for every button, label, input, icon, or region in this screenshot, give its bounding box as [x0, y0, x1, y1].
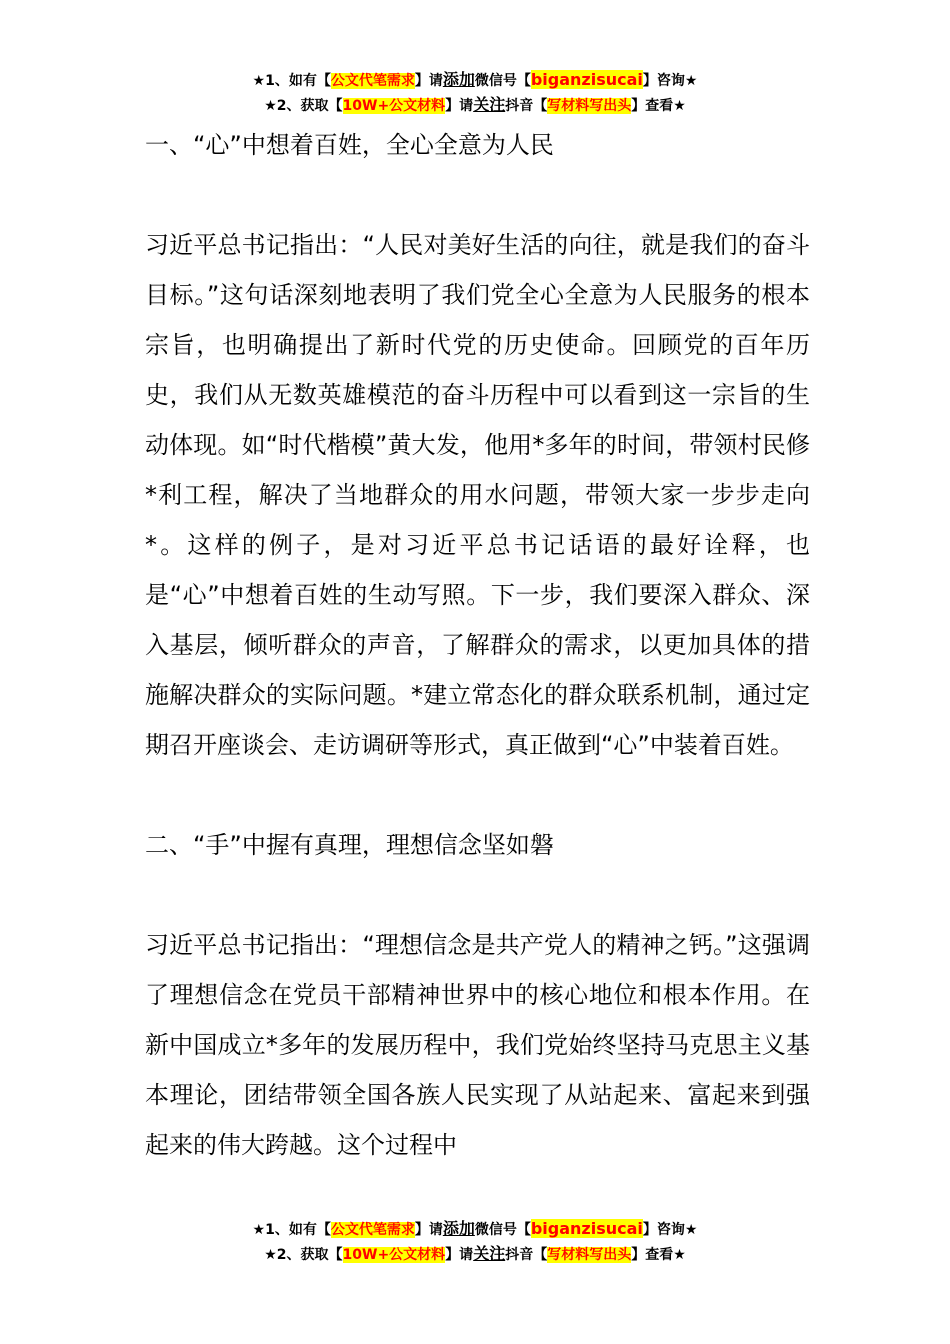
banner-line-1: [0, 68, 950, 93]
banner-text: 】查看★: [631, 98, 686, 114]
spacer: [145, 770, 810, 820]
banner-line-2: [0, 1242, 950, 1267]
banner-highlight: biganzisucai: [530, 70, 643, 89]
top-banner: [0, 68, 950, 118]
banner-highlight: 写材料写出头: [547, 1247, 632, 1263]
banner-text: 】咨询★: [642, 73, 698, 89]
banner-emphasis: 添加: [442, 70, 475, 89]
banner-text: 】请: [445, 98, 474, 114]
section-heading-2: 二、“手”中握有真理，理想信念坚如磐: [145, 831, 554, 859]
banner-highlight: biganzisucai: [530, 1219, 643, 1238]
spacer: [145, 870, 810, 920]
section-paragraph-1: 习近平总书记指出：“人民对美好生活的向往，就是我们的奋斗目标。”这句话深刻地表明了我们党全心全意为人民服务的根本宗旨，也明确提出了新时代党的历史使命。回顾党的百年历史，我们从无数英雄模范的奋斗历程中可以看到这一宗旨的生动体现。如“时代楷模”黄大发，他用*多年的时间，带领村民修*利工程，解决了当地群众的用水问题，带领大家一步步走向*。这样的例子，是对习近平总书记话语的最好诠释，也是“心”中想着百姓的生动写照。下一步，我们要深入群众、深入基层，倾听群众的声音，了解群众的需求，以更加具体的措施解决群众的实际问题。*建立常态化的群众联系机制，通过定期召开座谈会、走访调研等形式，真正做到“心”中装着百姓。: [145, 231, 810, 759]
banner-text: 抖音【: [505, 1247, 548, 1263]
banner-text: 】咨询★: [642, 1222, 698, 1238]
spacer: [145, 170, 810, 220]
banner-line-2: [0, 93, 950, 118]
bottom-banner: [0, 1217, 950, 1267]
banner-text: 】请: [414, 1222, 443, 1238]
section-heading-1: 一、“心”中想着百姓，全心全意为人民: [145, 131, 554, 159]
banner-text: 】请: [445, 1247, 474, 1263]
document-body: [145, 120, 810, 1170]
banner-text: 】请: [414, 73, 443, 89]
banner-emphasis: 关注: [473, 1244, 506, 1263]
banner-text: 微信号【: [474, 1222, 531, 1238]
banner-text: ★1、如有【: [252, 1222, 331, 1238]
banner-line-1: [0, 1217, 950, 1242]
section-paragraph-2: 习近平总书记指出：“理想信念是共产党人的精神之钙。”这强调了理想信念在党员干部精神世界中的核心地位和根本作用。在新中国成立*多年的发展历程中，我们党始终坚持马克思主义基本理论，团结带领全国各族人民实现了从站起来、富起来到强起来的伟大跨越。这个过程中: [145, 931, 810, 1159]
banner-text: 微信号【: [474, 73, 531, 89]
banner-highlight: 写材料写出头: [547, 98, 632, 114]
banner-text: 抖音【: [505, 98, 548, 114]
banner-text: ★2、获取【: [264, 1247, 343, 1263]
banner-highlight: 10W+公文材料: [342, 98, 446, 114]
banner-highlight: 10W+公文材料: [342, 1247, 446, 1263]
banner-text: ★1、如有【: [252, 73, 331, 89]
banner-text: 】查看★: [631, 1247, 686, 1263]
banner-highlight: 公文代笔需求: [330, 1222, 415, 1238]
banner-text: ★2、获取【: [264, 98, 343, 114]
banner-emphasis: 关注: [473, 95, 506, 114]
banner-emphasis: 添加: [442, 1219, 475, 1238]
banner-highlight: 公文代笔需求: [330, 73, 415, 89]
